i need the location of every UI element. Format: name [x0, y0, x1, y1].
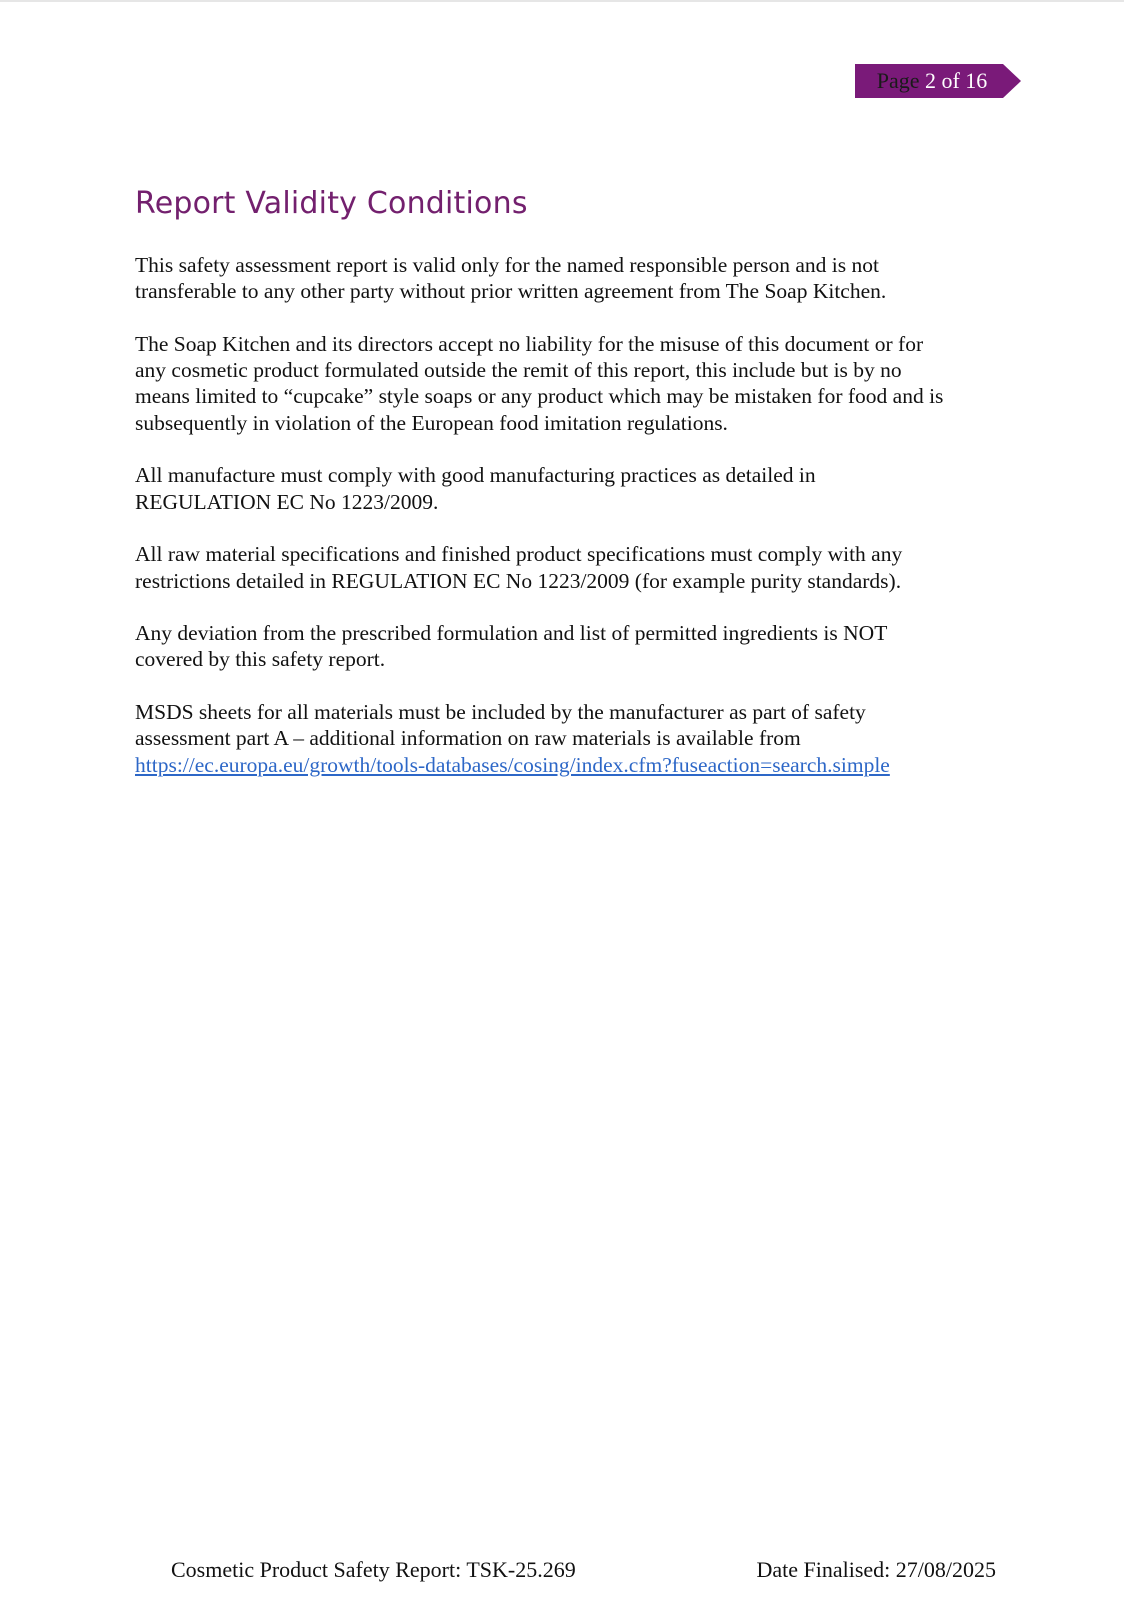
- document-body: [135, 252, 1005, 804]
- paragraph-deviation: Any deviation from the prescribed formulation and list of permitted ingredients is NOT covered by this safety report.: [135, 621, 888, 672]
- msds-text: MSDS sheets for all materials must be included by the manufacturer as part of safety assessment part A – additional information on raw materials is available from: [135, 700, 866, 751]
- page-indicator-text: [855, 64, 1023, 98]
- paragraph-msds: [135, 699, 1005, 778]
- top-edge-rule: [0, 0, 1124, 2]
- paragraph-gmp: All manufacture must comply with good manufacturing practices as detailed in REGULATION EC No 1223/2009.: [135, 463, 816, 514]
- paragraph-liability: The Soap Kitchen and its directors accept no liability for the misuse of this document or for any cosmetic product formulated outside the remit of this report, this include but is by no means limited to “cupcake” style soaps or any product which may be mistaken for food and is subsequently in violation of the European food imitation regulations.: [135, 331, 944, 435]
- page-footer: [0, 1557, 1124, 1587]
- section-title: Report Validity Conditions: [135, 186, 528, 221]
- cosing-database-link[interactable]: https://ec.europa.eu/growth/tools-databases/cosing/index.cfm?fuseaction=search.simple: [135, 752, 890, 777]
- footer-report-id: Cosmetic Product Safety Report: TSK-25.269: [171, 1557, 576, 1582]
- paragraph-specifications: All raw material specifications and finished product specifications must comply with any restrictions detailed in REGULATION EC No 1223/2009 (for example purity standards).: [135, 542, 903, 593]
- page-indicator-word: Page: [876, 68, 920, 93]
- page-indicator-badge: [855, 64, 1023, 98]
- paragraph-validity: This safety assessment report is valid only for the named responsible person and is not transferable to any other party without prior written agreement from The Soap Kitchen.: [135, 253, 887, 304]
- footer-date-finalised: Date Finalised: 27/08/2025: [756, 1557, 996, 1582]
- page-indicator-number: 2 of 16: [919, 68, 988, 93]
